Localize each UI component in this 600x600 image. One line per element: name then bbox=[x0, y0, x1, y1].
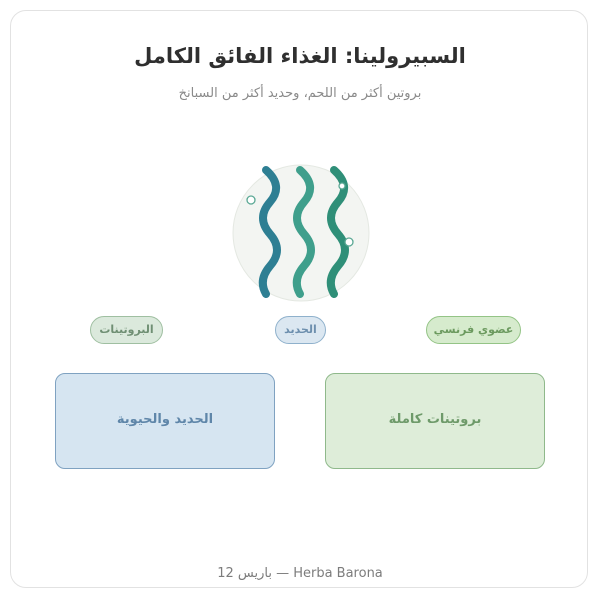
bubble-top bbox=[339, 183, 345, 189]
spirulina-waves-icon bbox=[232, 164, 370, 302]
footer-text: Herba Barona — باريس 12 bbox=[217, 566, 383, 581]
emblem-svg bbox=[232, 164, 370, 302]
complete-protein-box: بروتينات كاملة bbox=[325, 373, 545, 469]
tag-protein: البروتينات bbox=[90, 316, 163, 344]
tag-iron: الحديد bbox=[275, 316, 326, 344]
page-subtitle: بروتين أكثر من اللحم، وحديد أكثر من السبانخ bbox=[178, 86, 422, 101]
bubble-right bbox=[345, 238, 353, 246]
bubble-left bbox=[247, 196, 255, 204]
iron-vitality-box: الحديد والحيوية bbox=[55, 373, 275, 469]
tag-organic: عضوي فرنسي bbox=[426, 316, 521, 344]
page-title: السبيرولينا: الغذاء الفائق الكامل bbox=[134, 44, 466, 68]
